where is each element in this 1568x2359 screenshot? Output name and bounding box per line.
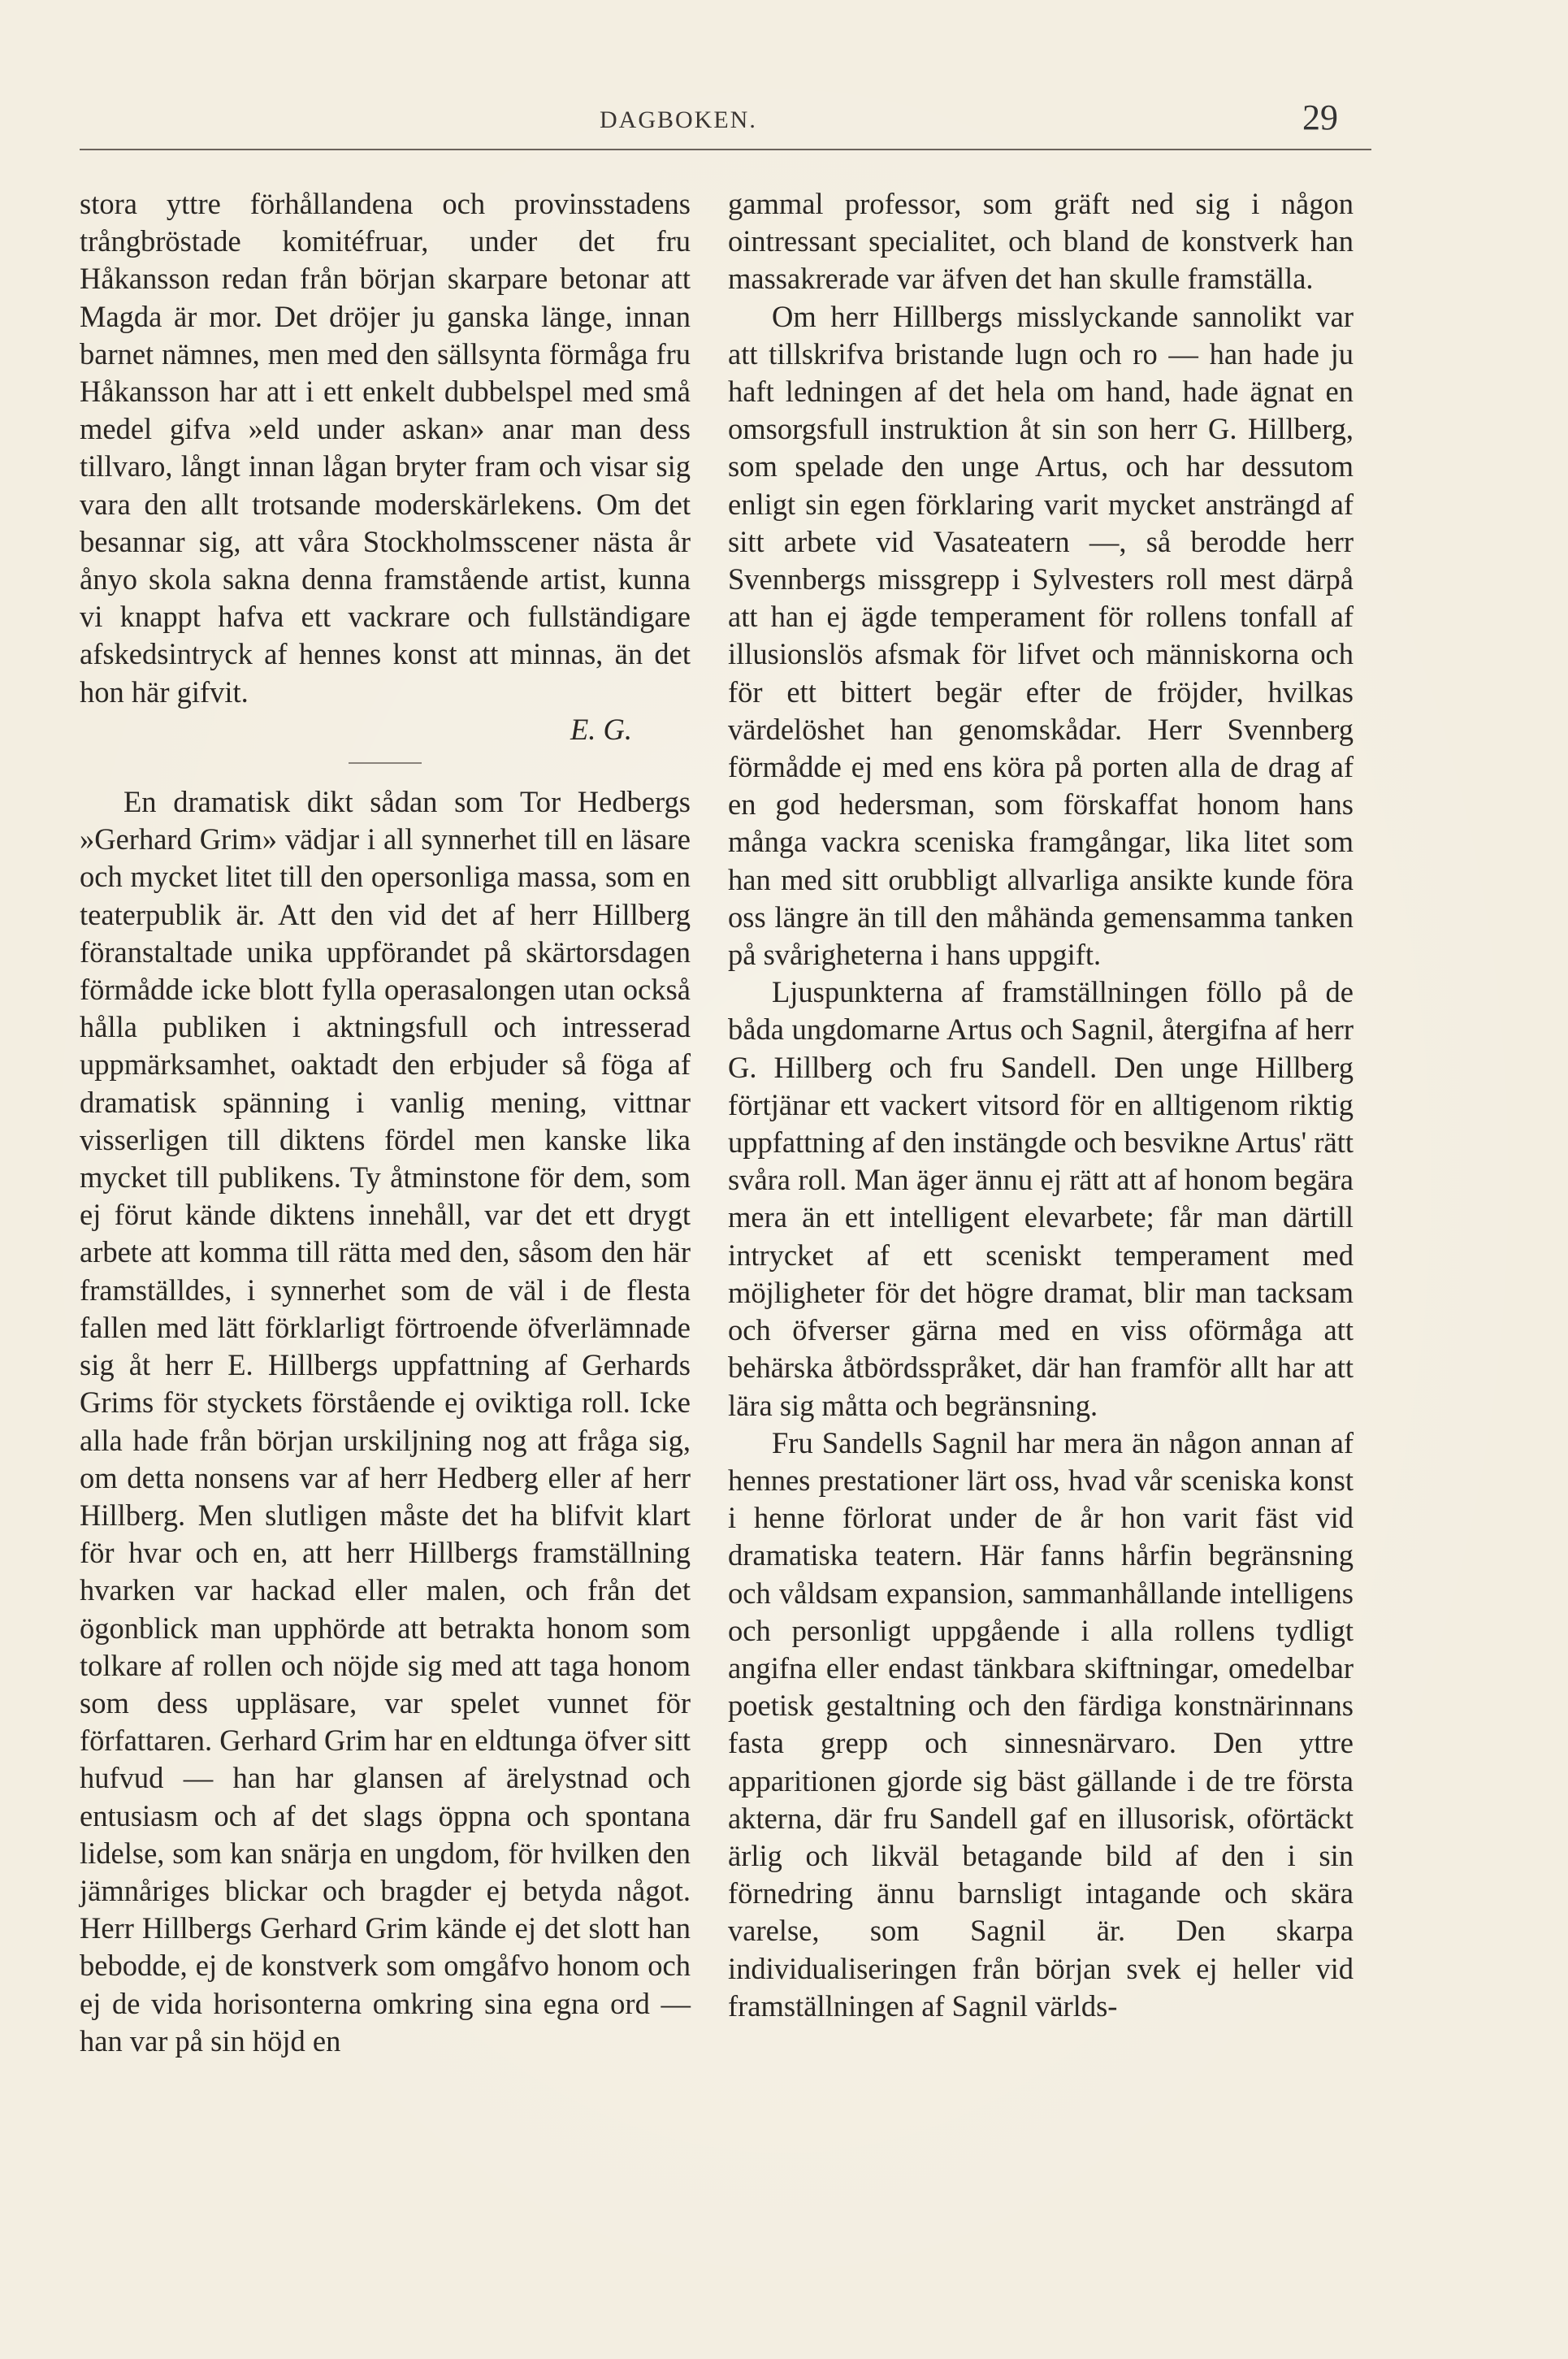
header-rule — [80, 149, 1371, 150]
section-divider — [349, 762, 422, 764]
left-column — [80, 185, 691, 2060]
left-paragraph-2: En dramatisk dikt sådan som Tor Hedbergs »Gerhard Grim» vädjar i all synnerhet till en läsare och mycket litet till den opersonliga massa, som en teaterpublik är. Att den vid det af herr Hillberg föranstaltade unika uppförandet på skärtorsdagen förmådde icke blott fylla operasalongen utan också hålla publiken i aktningsfull och intresserad uppmärksamhet, oaktadt den erbjuder så föga af dramatisk spänning i vanlig mening, vittnar visserligen till diktens fördel men kanske lika mycket till publikens. Ty åtminstone för dem, som ej förut kände diktens innehåll, var det ett drygt arbete att komma till rätta med den, såsom den här framställdes, i synnerhet som de väl i de flesta fallen med lätt förklarligt förtroende öfverlämnade sig åt herr E. Hillbergs uppfattning af Gerhards Grims för styckets förstående ej oviktiga roll. Icke alla hade från början urskiljning nog att fråga sig, om detta nonsens var af herr Hedberg eller af herr Hillberg. Men slutligen måste det ha blifvit klart för hvar och en, att herr Hillbergs framställning hvarken var hackad eller malen, och från det ögonblick man upphörde att betrakta honom som tolkare af rollen och nöjde sig med att taga honom som dess uppläsare, var spelet vunnet för författaren. Gerhard Grim har en eldtunga öfver sitt hufvud — han har glansen af ärelystnad och entusiasm och af det slags öppna och spontana lidelse, som kan snärja en ungdom, för hvilken den jämnåriges blickar och bragder ej betyda något. Herr Hillbergs Gerhard Grim kände ej det slott han bebodde, ej de konstverk som omgåfvo honom och ej de vida horisonterna omkring sina egna ord — han var på sin höjd en — [80, 785, 691, 2058]
left-paragraph-1: stora yttre förhållandena och provinsstadens trångbröstade komitéfruar, under det fru Håkansson redan från början skarpare betonar att Magda är mor. Det dröjer ju ganska länge, innan barnet nämnes, men med den sällsynta förmåga fru Håkansson har att i ett enkelt dubbelspel med små medel gifva »eld under askan» anar man dess tillvaro, långt innan lågan bryter fram och visar sig vara den allt trotsande moderskärlekens. Om det besannar sig, att våra Stockholmsscener nästa år ånyo skola sakna denna framstående artist, kunna vi knappt hafva ett vackrare och fullständigare afskedsintryck af hennes konst att minnas, än det hon här gifvit. — [80, 187, 691, 709]
right-paragraph-3: Ljuspunkterna af framställningen föllo på de båda ungdomarne Artus och Sagnil, återgifna af herr G. Hillberg och fru Sandell. Den unge Hillberg förtjänar ett vackert vitsord för en alltigenom riktig uppfattning af den instängde och besvikne Artus' rätt svåra roll. Man äger ännu ej rätt att af honom begära mera än ett intelligent elevarbete; får man därtill intrycket af ett sceniskt temperament med möjligheter för det högre dramat, blir man tacksam och öfverser gärna med en viss oförmåga att behärska åtbördsspråket, där han framför allt har att lära sig måtta och begränsning. — [728, 975, 1354, 1422]
signature: E. G. — [570, 712, 632, 746]
right-paragraph-4: Fru Sandells Sagnil har mera än någon annan af hennes prestationer lärt oss, hvad vår sceniska konst i henne förlorat under de år hon varit fäst vid dramatiska teatern. Här fanns hårfin begränsning och våldsam expansion, sammanhållande intelligens och personligt uppgående i alla rollens tydligt angifna eller endast tänkbara skiftningar, omedelbar poetisk gestaltning och den färdiga konstnärinnans fasta grepp och sinnesnärvaro. Den yttre apparitionen gjorde sig bäst gällande i de tre första akterna, där fru Sandell gaf en illusorisk, oförtäckt ärlig och likväl betagande bild af den i sin förnedring ännu barnsligt intagande och skära varelse, som Sagnil är. Den skarpa individualiseringen från början svek ej heller vid framställningen af Sagnil världs- — [728, 1425, 1354, 2023]
right-paragraph-2: Om herr Hillbergs misslyckande sannolikt var att tillskrifva bristande lugn och ro — han hade ju haft ledningen af det hela om hand, hade ägnat en omsorgsfull instruktion åt sin son herr G. Hillberg, som spelade den unge Artus, och har dessutom enligt sin egen förklaring varit mycket ansträngd af sitt arbete vid Vasateatern —, så berodde herr Svennbergs missgrepp i Sylvesters roll mest därpå att han ej ägde temperament för rollens tonfall af illusionslös afsmak för lifvet och människorna och för ett bittert begär efter de fröjder, hvilkas värdelöshet han genomskådar. Herr Svennberg förmådde ej med ens köra på porten alla de drag af en god hedersman, som förskaffat honom hans många vackra sceniska framgångar, lika litet som han med sitt orubbligt allvarliga ansikte kunde föra oss längre än till den måhända gemensamma tanken på svårigheterna i hans uppgift. — [728, 299, 1354, 972]
running-title: DAGBOKEN. — [600, 106, 757, 133]
right-column — [728, 185, 1354, 2025]
running-head — [0, 98, 1568, 150]
right-paragraph-1: gammal professor, som gräft ned sig i någon ointressant specialitet, och bland de konstverk han massakrerade var äfven det han skulle framställa. — [728, 187, 1354, 296]
page-number: 29 — [1302, 98, 1338, 137]
